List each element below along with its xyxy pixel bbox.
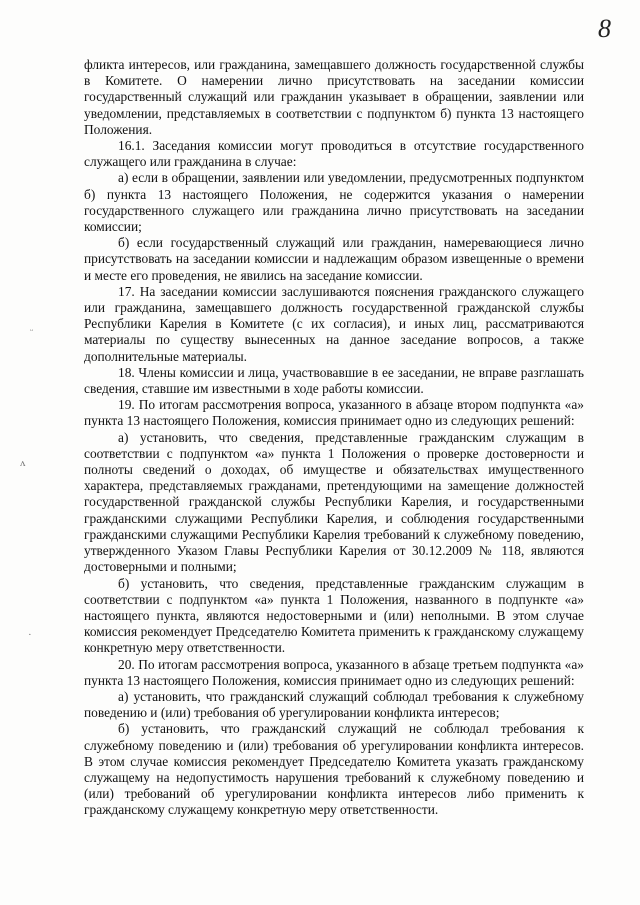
paragraph-17: 17. На заседании комиссии заслушиваются пояснения гражданского служащего или гражданина, замещавшего должность государственной гражданской службы Республики Карелия в Комитете (с их согласия), и иных лиц, рассматриваются материалы по существу вынесенных на данное заседание вопросов, а также дополнительные материалы. (84, 283, 584, 364)
paragraph-16-1-a: а) если в обращении, заявлении или уведомлении, предусмотренных подпунктом б) пункта 13 настоящего Положения, не содержится указания о намерении государственного служащего или гражданина лично присутствовать на заседании комиссии; (84, 170, 584, 235)
paragraph-20: 20. По итогам рассмотрения вопроса, указанного в абзаце третьем подпункта «а» пункта 13 настоящего Положения, комиссия принимает одно из следующих решений: (84, 656, 584, 688)
document-body (84, 57, 584, 819)
margin-mark: ᵕ (30, 325, 34, 337)
paragraph-18: 18. Члены комиссии и лица, участвовавшие в ее заседании, не вправе разглашать сведения, ставшие им известными в ходе работы комиссии. (84, 364, 584, 397)
paragraph-20-b: б) установить, что гражданский служащий не соблюдал требования к служебному поведению и (или) требования об урегулировании конфликта интересов. В этом случае комиссия рекомендует Председателю Комитета указать гражданскому служащему на недопустимость нарушения требований к служебному поведению и (или) требований об урегулировании конфликта интересов либо применить к гражданскому служащему конкретную меру ответственности. (84, 721, 584, 818)
paragraph-continuation: фликта интересов, или гражданина, замещавшего должность государственной службы в Комитете. О намерении лично присутствовать на заседании комиссии государственный служащий или гражданин указывает в обращении, заявлении или уведомлении, представляемых в соответствии с подпунктом б) пункта 13 настоящего Положения. (84, 57, 584, 137)
margin-mark: ʌ (20, 457, 26, 469)
paragraph-19: 19. По итогам рассмотрения вопроса, указанного в абзаце втором подпункта «а» пункта 13 настоящего Положения, комиссия принимает одно из следующих решений: (84, 397, 584, 429)
paragraph-19-b: б) установить, что сведения, представленные гражданским служащим в соответствии с подпунктом «а» пункта 1 Положения, названного в подпункте «а» настоящего пункта, являются недостоверными и (или) неполными. В этом случае комиссия рекомендует Председателю Комитета применить к гражданскому служащему конкретную меру ответственности. (84, 575, 584, 656)
paragraph-19-a: а) установить, что сведения, представленные гражданским служащим в соответствии с подпунктом «а» пункта 1 Положения о проверке достоверности и полноты сведений о доходах, об имуществе и обязательствах имущественного характера, представляемых гражданами, претендующими на замещение должностей государственной гражданской службы Республики Карелия, и государственными гражданскими служащими Республики Карелия, и соблюдения государственными гражданскими служащими Республики Карелия требований к служебному поведению, утвержденного Указом Главы Республики Карелия от 30.12.2009 № 118, являются достоверными и полными; (84, 429, 584, 575)
paragraph-16-1-b: б) если государственный служащий или гражданин, намеревающиеся лично присутствовать на заседании комиссии и надлежащим образом извещенные о времени и месте его проведения, не явились на заседание комиссии. (84, 235, 584, 283)
paragraph-20-a: а) установить, что гражданский служащий соблюдал требования к служебному поведению и (или) требования об урегулировании конфликта интересов; (84, 688, 584, 721)
paragraph-16-1: 16.1. Заседания комиссии могут проводиться в отсутствие государственного служащего или гражданина в случае: (84, 138, 584, 170)
margin-mark: · (28, 629, 32, 641)
page-number: 8 (598, 14, 611, 43)
